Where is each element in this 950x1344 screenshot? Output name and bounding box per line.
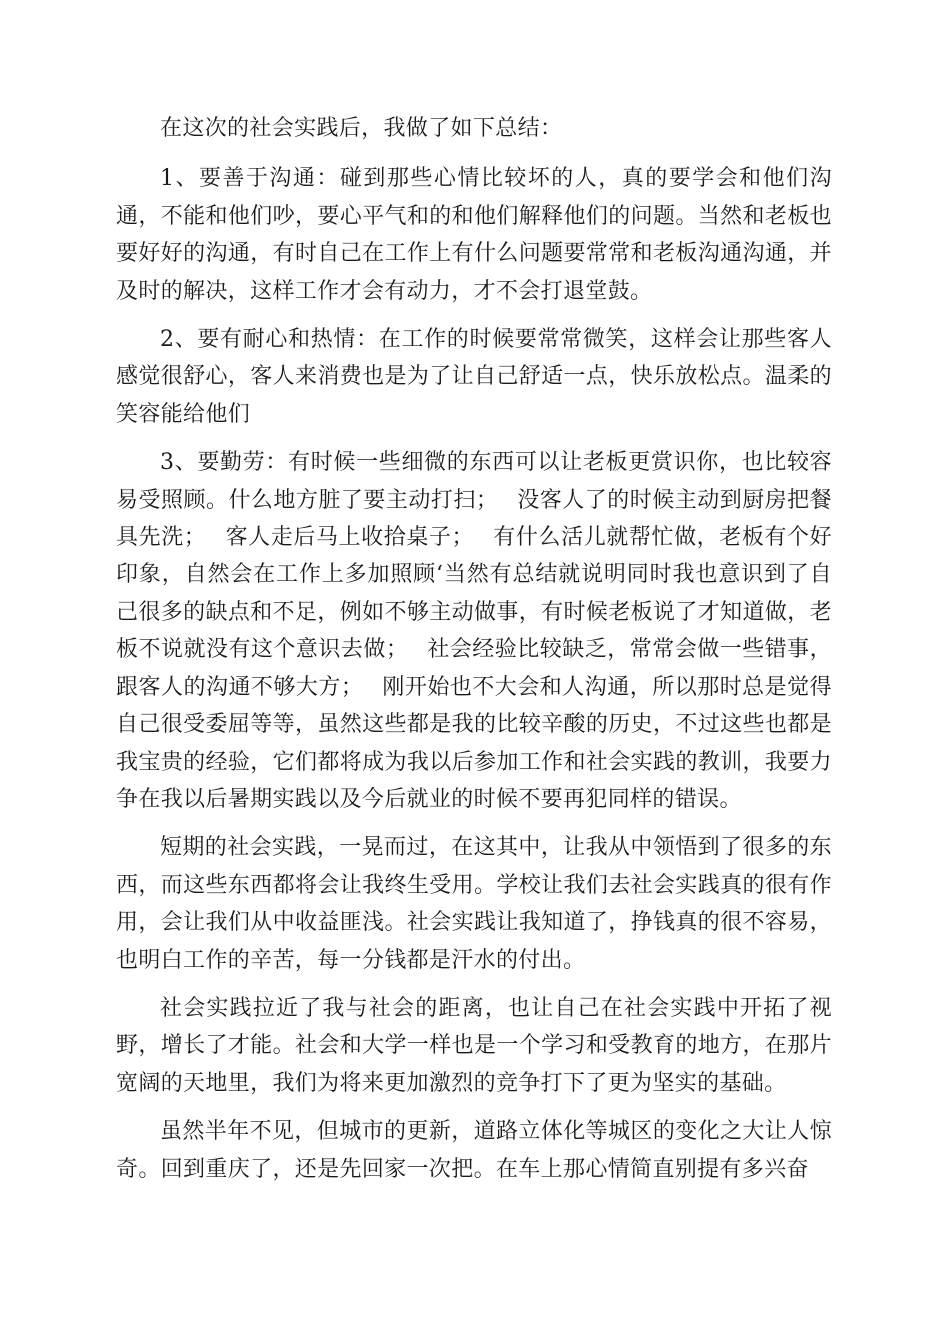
paragraph-communication: 1、要善于沟通：碰到那些心情比较坏的人，真的要学会和他们沟通，不能和他们吵，要心平气和的和他们解释他们的问题。当然和老板也要好好的沟通，有时自己在工作上有什么问题要常常和老板沟通沟通，并及时的解决，这样工作才会有动力，才不会打退堂鼓。 (116, 166, 832, 304)
paragraph-patience: 2、要有耐心和热情：在工作的时候要常常微笑，这样会让那些客人感觉很舒心，客人来消费也是为了让自己舒适一点，快乐放松点。温柔的笑容能给他们 (116, 327, 832, 427)
paragraph-summary-intro: 在这次的社会实践后，我做了如下总结： (160, 116, 563, 141)
paragraph-diligence: 3、要勤劳：有时候一些细微的东西可以让老板更赏识你，也比较容易受照顾。什么地方脏了要主动打扫； 没客人了的时候主动到厨房把餐具先洗； 客人走后马上收拾桌子； 有什么活儿就帮忙做，老板有个好印象，自然会在工作上多加照顾‘当然有总结就说明同时我也意识到了自己很多的缺点和不足，例如不够主动做事，有时候老板说了才知道做，老板不说就没有这个意识去做； 社会经验比较缺乏，常常会做一些错事，跟客人的沟通不够大方； 刚开始也不大会和人沟通，所以那时总是觉得自己很受委屈等等，虽然这些都是我的比较辛酸的历史，不过这些也都是我宝贵的经验，它们都将成为我以后参加工作和社会实践的教训，我要力争在我以后暑期实践以及今后就业的时候不要再犯同样的错误。 (116, 450, 832, 812)
paragraph-city-change: 虽然半年不见，但城市的更新，道路立体化等城区的变化之大让人惊奇。回到重庆了，还是先回家一次把。在车上那心情简直别提有多兴奋 (116, 1119, 832, 1182)
document-body (116, 110, 832, 1199)
paragraph-society-distance: 社会实践拉近了我与社会的距离，也让自己在社会实践中开拓了视野，增长了才能。社会和大学一样也是一个学习和受教育的地方，在那片宽阔的天地里，我们为将来更加激烈的竞争打下了更为坚实的基础。 (116, 995, 832, 1096)
paragraph-short-practice: 短期的社会实践，一晃而过，在这其中，让我从中领悟到了很多的东西，而这些东西都将会让我终生受用。学校让我们去社会实践真的很有作用，会让我们从中收益匪浅。社会实践让我知道了，挣钱真的很不容易，也明白工作的辛苦，每一分钱都是汗水的付出。 (116, 835, 832, 973)
